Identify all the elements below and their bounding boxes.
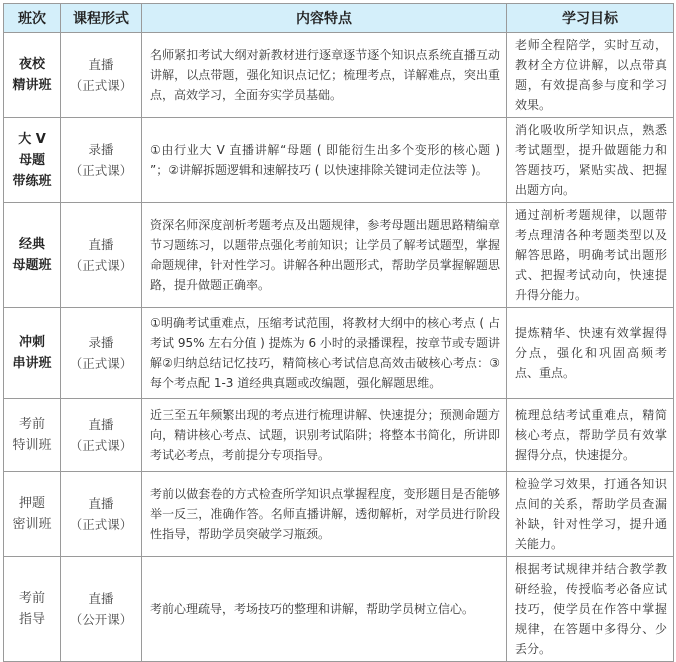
course-form-note: （正式课） [69,78,133,93]
class-name-line: 考前 [18,591,45,606]
class-name-line: 押题 [18,496,45,511]
class-name-line: 母题 [18,152,45,168]
content-features: 近三至五年频繁出现的考点进行梳理讲解、快速提分；预测命题方向，精讲核心考点、试题，识别考试陷阱；将整本书简化，所讲即考试必考点，考前提分专项指导。 [142,399,507,472]
class-name-line: 指导 [18,612,45,627]
course-form-type: 直播 [88,57,114,72]
table-header-row [4,4,674,33]
course-form-type: 直播 [88,237,114,252]
class-name-line: 考前 [18,417,45,432]
table-row [4,472,674,557]
class-name-line: 经典 [18,237,45,252]
header-class: 班次 [4,4,61,33]
class-name [4,308,61,399]
course-form-type: 直播 [88,591,114,606]
content-features: 考前心理疏导，考场技巧的整理和讲解，帮助学员树立信心。 [142,557,507,662]
course-form-type: 直播 [88,417,114,432]
course-form [61,557,142,662]
learning-goal: 根据考试规律并结合教学教研经验，传授临考必备应试技巧，使学员在作答中掌握规律，在答题中多得分、少丢分。 [507,557,674,662]
table-row [4,33,674,118]
course-form-type: 录播 [88,335,114,350]
table-row [4,203,674,308]
header-form: 课程形式 [61,4,142,33]
content-features: 名师紧扣考试大纲对新教材进行逐章逐节逐个知识点系统直播互动讲解，以点带题，强化知识点记忆；梳理考点，详解难点，突出重点，高效学习，全面夯实学员基础。 [142,33,507,118]
class-name [4,203,61,308]
learning-goal: 提炼精华、快速有效掌握得分点，强化和巩固高频考点、重点。 [507,308,674,399]
table-row [4,118,674,203]
course-form-note: （正式课） [69,163,133,178]
course-form [61,203,142,308]
content-features: 资深名师深度剖析考题考点及出题规律，参考母题出题思路精编章节习题练习，以题带点强化考前知识；让学员了解考试题型，掌握命题规律，针对性学习。讲解各种出题形式，帮助学员掌握解题思路，提升做题正确率。 [142,203,507,308]
course-form [61,472,142,557]
class-name [4,472,61,557]
header-goal: 学习目标 [507,4,674,33]
content-features: 考前以做套卷的方式检查所学知识点掌握程度，变形题目是否能够举一反三，准确作答。名师直播讲解，透彻解析，对学员进行阶段性指导，帮助学员突破学习瓶颈。 [142,472,507,557]
table-row [4,308,674,399]
class-name-line: 精讲班 [12,78,52,93]
class-name-line: 大 V [18,131,46,147]
course-form-note: （正式课） [69,438,133,453]
class-name [4,557,61,662]
course-form [61,399,142,472]
course-form-note: （正式课） [69,258,133,273]
course-form [61,33,142,118]
course-form-type: 直播 [88,496,114,511]
course-form-note: （正式课） [69,517,133,532]
course-form [61,118,142,203]
course-form-note: （正式课） [69,356,133,371]
class-name-line: 密训班 [12,517,52,532]
class-name-line: 母题班 [12,258,52,273]
class-name-line: 带练班 [12,173,52,189]
learning-goal: 梳理总结考试重难点，精简核心考点，帮助学员有效掌握得分点，快速提分。 [507,399,674,472]
class-name-line: 特训班 [12,438,52,453]
learning-goal: 通过剖析考题规律，以题带考点理清各种考题类型以及解答思路，明确考试出题形式、把握考试动向，快速提升得分能力。 [507,203,674,308]
class-name-line: 冲刺 [18,335,45,350]
class-name-line: 夜校 [18,57,45,72]
course-table [3,3,674,662]
table-row [4,557,674,662]
content-features: ①由行业大 V 直播讲解“母题 ( 即能衍生出多个变形的核心题 ) ”；②讲解拆题逻辑和速解技巧 ( 以快速排除关键词走位法等 )。 [142,118,507,203]
course-table-container [3,3,673,656]
learning-goal: 老师全程陪学，实时互动，教材全方位讲解，以点带真题，有效提高参与度和学习效果。 [507,33,674,118]
learning-goal: 检验学习效果，打通各知识点间的关系，帮助学员查漏补缺，针对性学习，提升通关能力。 [507,472,674,557]
class-name [4,118,61,203]
class-name-line: 串讲班 [12,356,52,371]
course-form-type: 录播 [88,142,114,157]
table-row [4,399,674,472]
header-content: 内容特点 [142,4,507,33]
course-form-note: （公开课） [69,612,133,627]
class-name [4,399,61,472]
course-form [61,308,142,399]
learning-goal: 消化吸收所学知识点，熟悉考试题型，提升做题能力和答题技巧，紧贴实战、把握出题方向。 [507,118,674,203]
content-features: ①明确考试重难点，压缩考试范围，将教材大纲中的核心考点 ( 占考试 95% 左右分值 ) 提炼为 6 小时的录播课程，按章节或专题讲解②归纳总结记忆技巧，精简核心考试信息高效击破核心考点：③每个考点配 1-3 道经典真题或改编题，强化解题思维。 [142,308,507,399]
class-name [4,33,61,118]
